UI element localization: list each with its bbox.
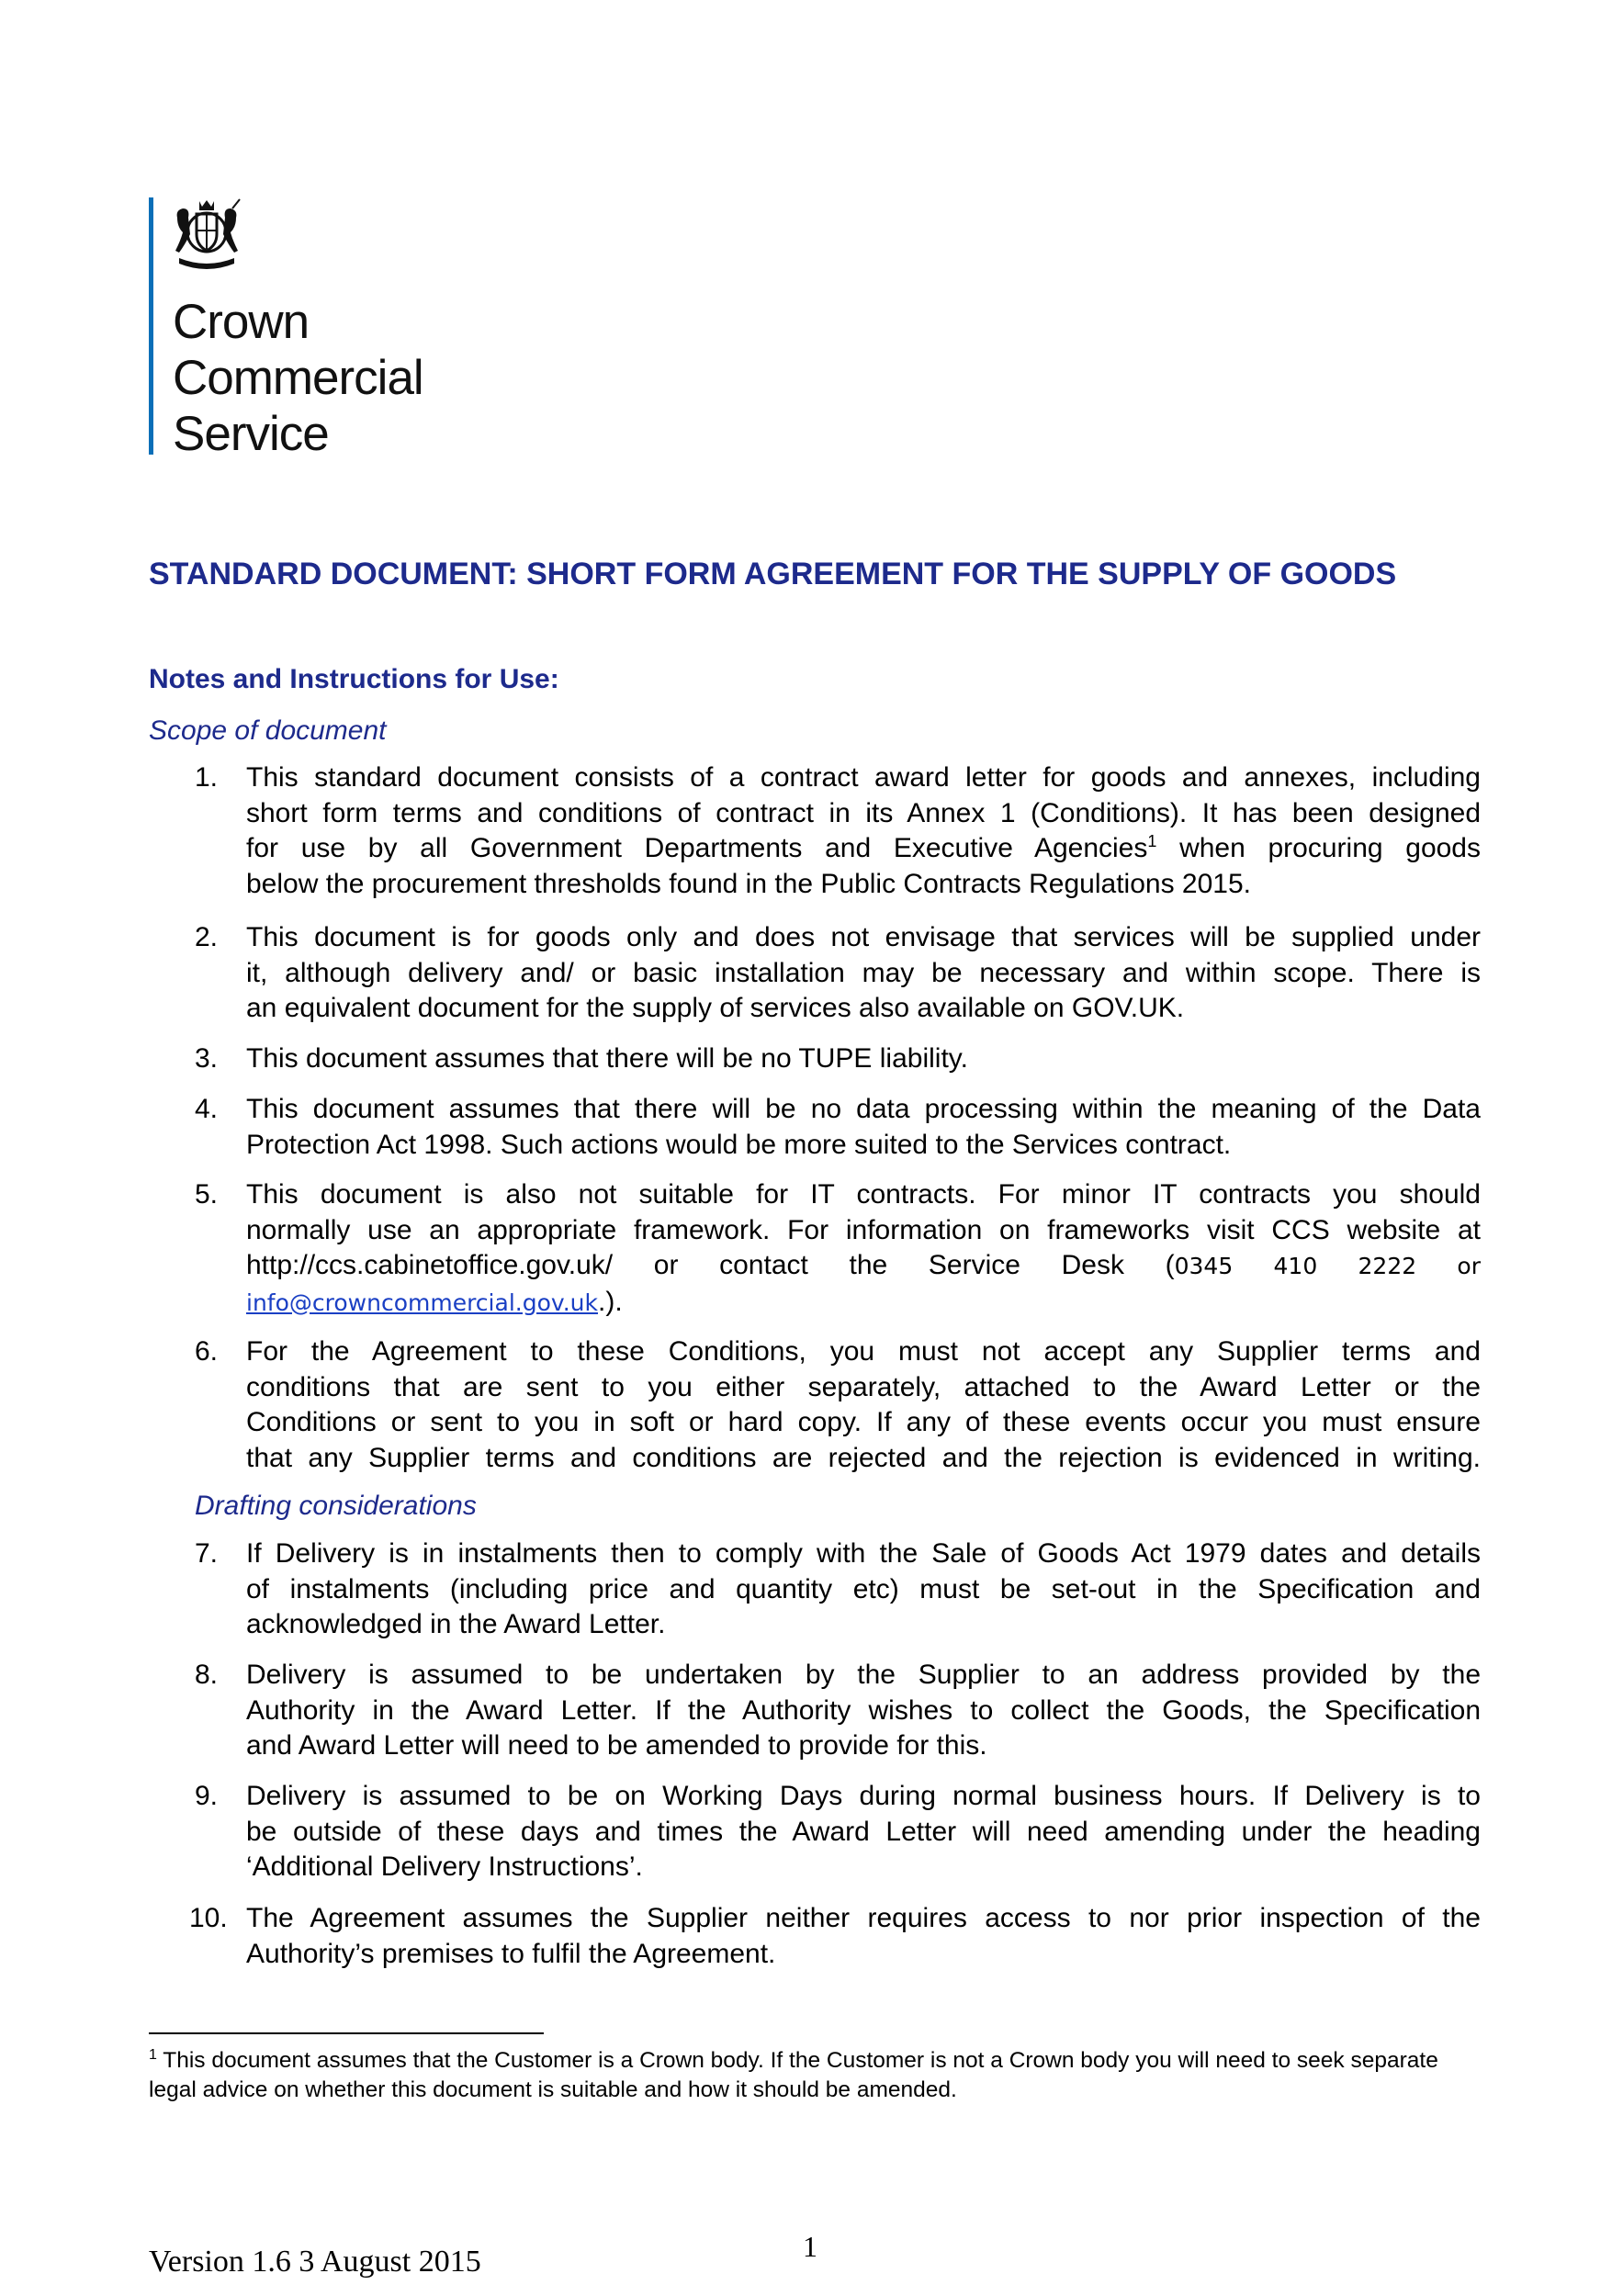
item-text — [246, 760, 1481, 902]
item-number: 7. — [195, 1538, 219, 1569]
item-number: 3. — [195, 1043, 219, 1074]
service-desk-phone: 0345 410 2222 or — [1174, 1253, 1481, 1279]
item-text — [246, 1901, 1481, 1972]
text-line: ‘Additional Delivery Instructions’. — [246, 1851, 643, 1882]
text-line: and Award Letter will need to be amended to provide for this. — [246, 1730, 987, 1761]
text-segment: http://ccs.cabinetoffice.gov.uk/ or contact the Service Desk ( — [246, 1250, 1175, 1280]
text-line: This document assumes that there will be no data processing within the meaning of the Data — [246, 1094, 1481, 1124]
text-line: conditions that are sent to you either separately, attached to the Award Letter or the — [246, 1371, 1481, 1402]
footnote-text: This document assumes that the Customer is a Crown body. If the Customer is not a Crown body you will need to seek separate legal advice on whether this document is suitable and how it should be amended. — [149, 2048, 1438, 2102]
text-segment: .). — [598, 1286, 623, 1317]
text-line: For the Agreement to these Conditions, you must not accept any Supplier terms and — [246, 1336, 1481, 1367]
page-number: 1 — [803, 2230, 817, 2263]
royal-coat-of-arms-icon — [172, 197, 242, 275]
version-label: Version 1.6 3 August 2015 — [149, 2245, 481, 2279]
item-text — [246, 1041, 1481, 1077]
text-line: This document is for goods only and does not envisage that services will be supplied under — [246, 922, 1481, 952]
text-line: Authority in the Award Letter. If the Authority wishes to collect the Goods, the Specification — [246, 1694, 1481, 1726]
text-line: that any Supplier terms and conditions are rejected and the rejection is evidenced in writing. — [246, 1442, 1481, 1473]
document-title: STANDARD DOCUMENT: SHORT FORM AGREEMENT FOR THE SUPPLY OF GOODS — [149, 557, 1397, 591]
footnote-ref: 1 — [1147, 832, 1157, 850]
item-number: 6. — [195, 1336, 219, 1367]
text-line: This document assumes that there will be no TUPE liability. — [246, 1043, 968, 1074]
text-line: Protection Act 1998. Such actions would be more suited to the Services contract. — [246, 1129, 1232, 1160]
item-number: 4. — [195, 1094, 219, 1124]
item-text — [246, 1658, 1481, 1764]
item-text — [246, 1092, 1481, 1163]
text-line: an equivalent document for the supply of services also available on GOV.UK. — [246, 993, 1185, 1023]
text-line: acknowledged in the Award Letter. — [246, 1609, 666, 1639]
text-line: normally use an appropriate framework. For information on frameworks visit CCS website at — [246, 1214, 1481, 1245]
text-line: The Agreement assumes the Supplier neither requires access to nor prior inspection of the — [246, 1903, 1481, 1933]
footnote-mark: 1 — [149, 2046, 157, 2063]
logo-accent-bar — [149, 197, 153, 455]
logo-line-service: Service — [173, 407, 329, 461]
text-line: Delivery is assumed to be on Working Days during normal business hours. If Delivery is to — [246, 1781, 1481, 1811]
item-number: 1. — [195, 762, 219, 793]
text-line: short form terms and conditions of contract in its Annex 1 (Conditions). It has been designed — [246, 797, 1481, 828]
text-line — [246, 831, 1481, 867]
item-number: 5. — [195, 1179, 219, 1210]
logo-line-crown: Crown — [173, 295, 310, 349]
logo-line-commercial: Commercial — [173, 351, 423, 405]
item-text — [246, 1177, 1481, 1321]
text-line: Conditions or sent to you in soft or hard copy. If any of these events occur you must ensure — [246, 1407, 1481, 1437]
text-segment: for use by all Government Departments and Executive Agencies — [246, 833, 1148, 863]
item-text — [246, 920, 1481, 1027]
text-line: of instalments (including price and quantity etc) must be set-out in the Specification and — [246, 1573, 1481, 1604]
item-number: 8. — [195, 1660, 219, 1690]
footnote-separator — [149, 2032, 544, 2034]
text-line — [246, 1248, 1481, 1285]
text-line — [246, 1285, 1481, 1322]
drafting-heading: Drafting considerations — [195, 1491, 477, 1521]
item-number: 10. — [189, 1903, 228, 1933]
logo-wordmark — [173, 293, 423, 461]
service-desk-email-link[interactable]: info@crowncommercial.gov.uk — [246, 1289, 598, 1316]
notes-heading: Notes and Instructions for Use: — [149, 664, 559, 694]
text-line: be outside of these days and times the Award Letter will need amending under the heading — [246, 1816, 1481, 1847]
text-segment: when procuring goods — [1156, 833, 1481, 863]
text-line: below the procurement thresholds found in the Public Contracts Regulations 2015. — [246, 868, 1251, 899]
text-line: Authority’s premises to fulfil the Agreement. — [246, 1938, 776, 1969]
item-number: 2. — [195, 922, 219, 952]
item-text — [246, 1536, 1481, 1643]
text-line: Delivery is assumed to be undertaken by the Supplier to an address provided by the — [246, 1660, 1481, 1690]
item-text — [246, 1779, 1481, 1885]
item-number: 9. — [195, 1781, 219, 1811]
text-line: it, although delivery and/ or basic installation may be necessary and within scope. There is — [246, 957, 1481, 988]
text-line: If Delivery is in instalments then to comply with the Sale of Goods Act 1979 dates and details — [246, 1538, 1481, 1569]
footnote — [149, 2046, 1481, 2105]
scope-heading: Scope of document — [149, 715, 387, 746]
item-text — [246, 1334, 1481, 1476]
text-line: This standard document consists of a contract award letter for goods and annexes, including — [246, 762, 1481, 793]
text-line: This document is also not suitable for IT contracts. For minor IT contracts you should — [246, 1179, 1481, 1210]
